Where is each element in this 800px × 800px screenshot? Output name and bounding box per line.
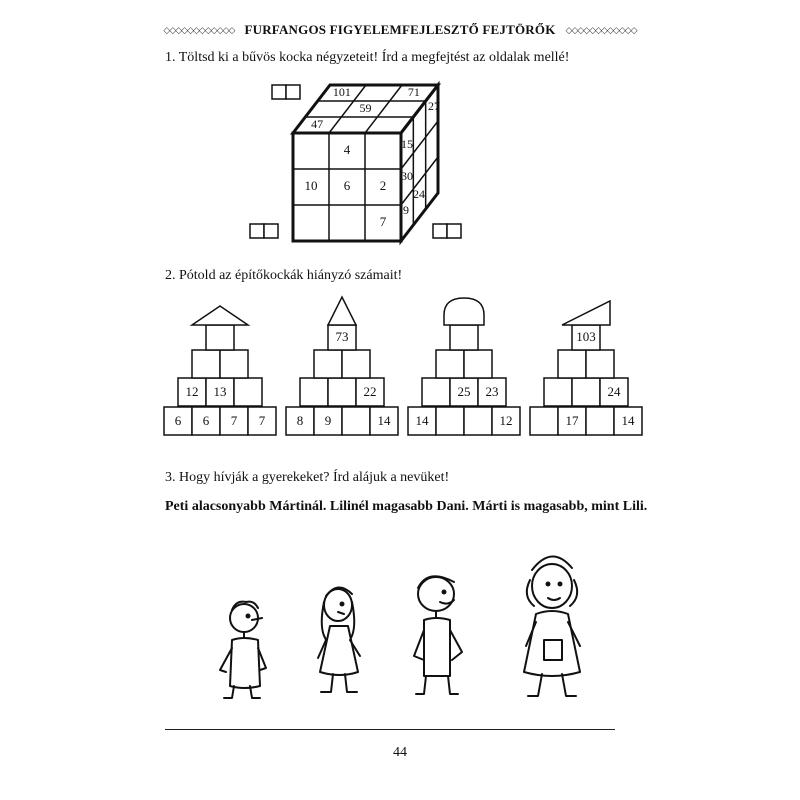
tower-block-value: 7 <box>258 412 266 428</box>
tower-block-value: 14 <box>415 412 429 428</box>
tower-block-value: 22 <box>363 383 377 399</box>
tower-top-value: 73 <box>335 328 349 344</box>
tower-block <box>572 378 600 406</box>
tower-block <box>342 350 370 378</box>
tower-block-value: 6 <box>202 412 210 428</box>
answer-box[interactable] <box>433 224 447 238</box>
header-title: FURFANGOS FIGYELEMFEJLESZTŐ FEJTÖRŐK <box>244 22 556 37</box>
tower-block <box>558 350 586 378</box>
task3-instruction: 3. Hogy hívják a gyerekeket? Írd alájuk a nevüket! <box>165 470 450 485</box>
roof-dome <box>444 298 484 325</box>
tower-block-value: 25 <box>457 383 471 399</box>
tower-4 <box>530 301 642 435</box>
tower-block <box>464 407 492 435</box>
answer-box[interactable] <box>264 224 278 238</box>
ornament-left: ◇◇◇◇◇◇◇◇◇◇◇◇ <box>163 24 235 35</box>
tower-block-value: 14 <box>377 412 391 428</box>
answer-box[interactable] <box>447 224 461 238</box>
tower-block <box>234 378 262 406</box>
tower-block-value: 7 <box>230 412 238 428</box>
tower-block-value: 24 <box>607 383 621 399</box>
cube-side-cell: 24 <box>413 186 425 201</box>
cube-side-cell: 15 <box>401 136 413 151</box>
cube-front-cell: 7 <box>379 213 387 229</box>
tower-2 <box>286 297 398 435</box>
ornament-right: ◇◇◇◇◇◇◇◇◇◇◇◇ <box>565 24 637 35</box>
roof-wedge <box>562 301 610 325</box>
tower-1 <box>164 306 276 435</box>
tower-block <box>586 350 614 378</box>
task2-instruction: 2. Pótold az építőkockák hiányzó számait! <box>165 268 403 283</box>
tower-block <box>436 407 464 435</box>
footer-rule <box>165 729 615 730</box>
tower-block <box>300 378 328 406</box>
children-drawing <box>220 556 580 698</box>
child-girl-small <box>318 587 360 692</box>
tower-block-value: 17 <box>565 412 579 428</box>
child-short-boy <box>220 602 266 698</box>
cube-top-cell: 101 <box>332 84 351 99</box>
cube-side-cell: 30 <box>401 168 413 183</box>
tower-block <box>314 350 342 378</box>
tower-block <box>530 407 558 435</box>
answer-box[interactable] <box>286 85 300 99</box>
child-tall-boy <box>414 576 462 694</box>
tower-top-value: 103 <box>576 328 596 344</box>
tower-block <box>464 350 492 378</box>
tower-block <box>586 407 614 435</box>
tower-block-value: 8 <box>296 412 304 428</box>
roof-spire <box>328 297 356 325</box>
tower-block-value: 12 <box>185 383 199 399</box>
cube-side-cell: 9 <box>403 202 409 217</box>
roof-triangle <box>192 306 248 325</box>
tower-block <box>544 378 572 406</box>
magic-cube <box>293 85 440 241</box>
tower-top-block <box>450 325 478 350</box>
answer-box[interactable] <box>272 85 286 99</box>
cube-top-cell: 71 <box>407 84 420 99</box>
cube-front-cell: 4 <box>343 141 351 157</box>
task3-clue: Peti alacsonyabb Mártinál. Lilinél magasabb Dani. Márti is magasabb, mint Lili. <box>165 499 648 514</box>
tower-block <box>220 350 248 378</box>
tower-block-value: 13 <box>213 383 227 399</box>
tower-block <box>422 378 450 406</box>
tower-block <box>192 350 220 378</box>
block-towers <box>164 297 642 435</box>
cube-side-cell: 27 <box>428 98 440 113</box>
page-number: 44 <box>393 745 407 760</box>
tower-block <box>328 378 356 406</box>
tower-block-value: 9 <box>324 412 332 428</box>
tower-top-block <box>206 325 234 350</box>
cube-top-cell: 59 <box>359 100 372 115</box>
answer-box[interactable] <box>250 224 264 238</box>
tower-block-value: 6 <box>174 412 182 428</box>
tower-block <box>436 350 464 378</box>
cube-front-cell: 6 <box>343 177 351 193</box>
task1-instruction: 1. Töltsd ki a bűvös kocka négyzeteit! Írd a megfejtést az oldalak mellé! <box>165 50 570 65</box>
child-tall-girl <box>524 556 580 696</box>
tower-block <box>342 407 370 435</box>
cube-top-cell: 47 <box>311 116 324 131</box>
cube-front-cell: 2 <box>379 177 387 193</box>
tower-block-value: 12 <box>499 412 513 428</box>
cube-front-cell: 10 <box>304 177 318 193</box>
tower-block-value: 14 <box>621 412 635 428</box>
tower-3 <box>408 298 520 435</box>
tower-block-value: 23 <box>485 383 499 399</box>
